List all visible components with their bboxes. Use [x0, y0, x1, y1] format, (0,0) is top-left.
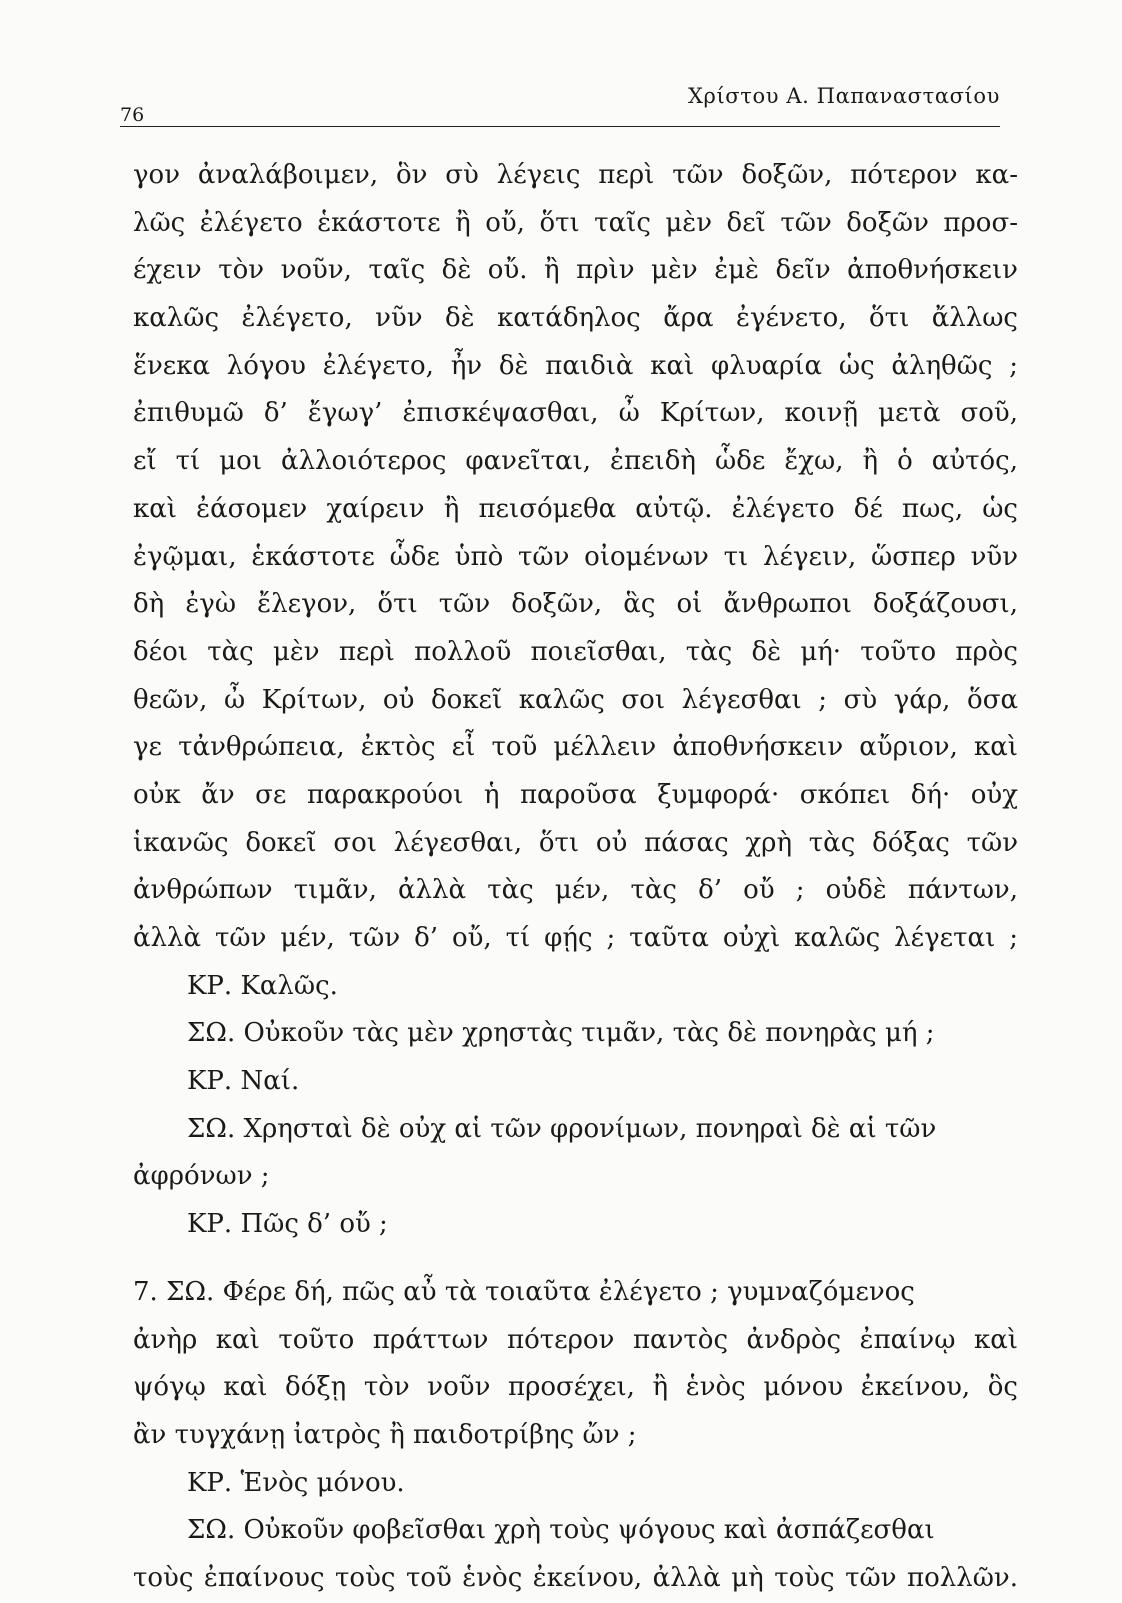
speaker-label: ΚΡ.: [187, 1066, 233, 1097]
text-line: ἀνὴρ καὶ τοῦτο πράττων πότερον παντὸς ἀνδρὸς ἐπαίνῳ καὶ: [133, 1324, 1018, 1355]
body-text: [133, 152, 1018, 1603]
dialogue-text: Πῶς δ’ οὔ ;: [240, 1209, 388, 1240]
speaker-label: ΣΩ.: [187, 1515, 236, 1546]
dialogue-text: Ἑνὸς μόνου.: [240, 1467, 405, 1498]
text-line: γον ἀναλάβοιμεν, ὃν σὺ λέγεις περὶ τῶν δοξῶν, πότερον κα-: [133, 160, 1018, 190]
speaker-label: ΚΡ.: [187, 1209, 233, 1240]
text-line: ἐπιθυμῶ δ’ ἔγωγ’ ἐπισκέψασθαι, ὦ Κρίτων, κοινῇ μετὰ σοῦ,: [133, 398, 1018, 429]
dialogue-text: Φέρε δή, πῶς αὖ τὰ τοιαῦτα ἐλέγετο ; γυμναζόμενος: [222, 1276, 915, 1307]
dialogue-text: Οὐκοῦν τὰς μὲν χρηστὰς τιμᾶν, τὰς δὲ πονηρὰς μή ;: [243, 1018, 935, 1049]
dialogue-line: [133, 1201, 1018, 1249]
running-title: Χρίστου Α. Παπαναστασίου: [687, 84, 1000, 108]
page-header: [120, 82, 1000, 126]
dialogue-line: [133, 1058, 1018, 1106]
text-line: οὐκ ἄν σε παρακρούοι ἡ παροῦσα ξυμφορά· σκόπει δή· οὐχ: [133, 779, 1018, 810]
dialogue-line: [133, 1106, 1018, 1154]
text-line: ψόγῳ καὶ δόξῃ τὸν νοῦν προσέχει, ἢ ἑνὸς μόνου ἐκείνου, ὃς: [133, 1372, 1018, 1403]
text-line: τοὺς ἐπαίνους τοὺς τοῦ ἑνὸς ἐκείνου, ἀλλὰ μὴ τοὺς τῶν πολλῶν.: [133, 1562, 1018, 1593]
dialogue-line: [133, 1507, 1018, 1555]
text-line: γε τἀνθρώπεια, ἐκτὸς εἶ τοῦ μέλλειν ἀποθνήσκειν αὔριον, καὶ: [133, 732, 1018, 763]
text-line: δέοι τὰς μὲν περὶ πολλοῦ ποιεῖσθαι, τὰς δὲ μή· τοῦτο πρὸς: [133, 636, 1018, 667]
text-line: εἴ τί μοι ἀλλοιότερος φανεῖται, ἐπειδὴ ὧδε ἔχω, ἢ ὁ αὐτός,: [133, 446, 1018, 477]
header-rule: [120, 126, 1000, 127]
text-line: ἀφρόνων ;: [133, 1161, 270, 1192]
section-number: 7.: [133, 1276, 158, 1307]
text-line: ἀλλὰ τῶν μέν, τῶν δ’ οὔ, τί φῄς ; ταῦτα οὐχὶ καλῶς λέγεται ;: [133, 923, 1018, 953]
speaker-label: ΚΡ.: [187, 1467, 233, 1498]
dialogue-text: Οὐκοῦν φοβεῖσθαι χρὴ τοὺς ψόγους καὶ ἀσπάζεσθαι: [243, 1515, 935, 1546]
section-line: [133, 1269, 1018, 1317]
text-line: ἐγῷμαι, ἑκάστοτε ὧδε ὑπὸ τῶν οἰομένων τι λέγειν, ὥσπερ νῦν: [133, 541, 1018, 572]
speaker-label: ΣΩ.: [187, 1113, 236, 1144]
speaker-label: ΣΩ.: [187, 1018, 236, 1049]
text-line: έχειν τὸν νοῦν, ταῖς δὲ οὔ. ἢ πρὶν μὲν ἐμὲ δεῖν ἀποθνήσκειν: [133, 255, 1018, 286]
text-line: καλῶς ἐλέγετο, νῦν δὲ κατάδηλος ἄρα ἐγένετο, ὅτι ἄλλως: [133, 303, 1018, 334]
dialogue-line: [133, 963, 1018, 1011]
text-line: ἕνεκα λόγου ἐλέγετο, ἦν δὲ παιδιὰ καὶ φλυαρία ὡς ἀληθῶς ;: [133, 350, 1018, 381]
dialogue-text: Καλῶς.: [240, 970, 338, 1001]
page-number: 76: [120, 104, 145, 126]
speaker-label: ΣΩ.: [166, 1276, 215, 1307]
text-line: ἂν τυγχάνῃ ἰατρὸς ἢ παιδοτρίβης ὤν ;: [133, 1419, 637, 1450]
dialogue-line: [133, 1460, 1018, 1508]
dialogue-text: Χρησταὶ δὲ οὐχ αἱ τῶν φρονίμων, πονηραὶ δὲ αἱ τῶν: [243, 1113, 937, 1144]
text-line: θεῶν, ὦ Κρίτων, οὐ δοκεῖ καλῶς σοι λέγεσθαι ; σὺ γάρ, ὅσα: [133, 684, 1018, 715]
speaker-label: ΚΡ.: [187, 970, 233, 1001]
text-line: ἱκανῶς δοκεῖ σοι λέγεσθαι, ὅτι οὐ πάσας χρὴ τὰς δόξας τῶν: [133, 827, 1018, 858]
text-line: λῶς ἐλέγετο ἑκάστοτε ἢ οὔ, ὅτι ταῖς μὲν δεῖ τῶν δοξῶν προσ-: [133, 207, 1018, 238]
text-line: δὴ ἐγὼ ἔλεγον, ὅτι τῶν δοξῶν, ἃς οἱ ἄνθρωποι δοξάζουσι,: [133, 589, 1018, 620]
text-line: ἀνθρώπων τιμᾶν, ἀλλὰ τὰς μέν, τὰς δ’ οὔ ; οὐδὲ πάντων,: [133, 875, 1018, 906]
dialogue-line: [133, 1010, 1018, 1058]
dialogue-text: Ναί.: [240, 1066, 300, 1097]
text-line: καὶ ἐάσομεν χαίρειν ἢ πεισόμεθα αὐτῷ. ἐλέγετο δέ πως, ὡς: [133, 493, 1018, 524]
